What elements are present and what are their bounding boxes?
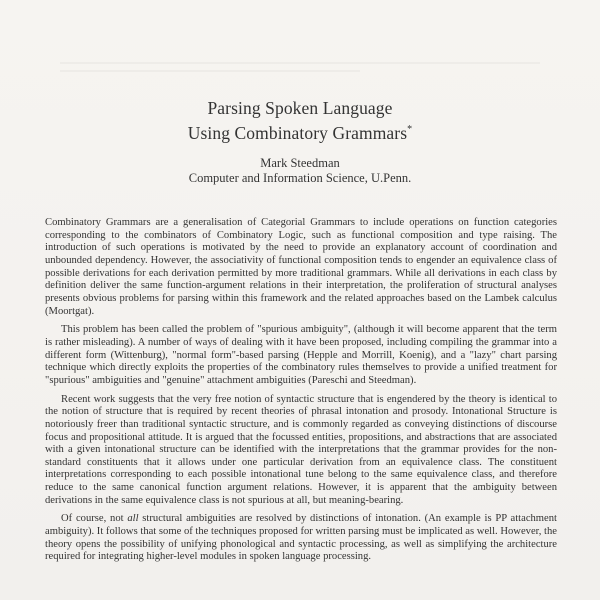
- paragraph-3: Recent work suggests that the very free notion of syntactic structure that is engendered by the theory is identical to the notion of structure that is required by recent theories of phrasal intonation and prosody. Intonational Structure is notoriously freer than traditional syntactic structure, and is commonly regarded as conveying distinctions of discourse focus and propositional attitude. It is argued that the focussed entities, propositions, and abstractions that are associated with a given intonational structure can be identified with the interpretations that the grammar provides for the non-standard constituents that it allows under one particular derivation from an equivalence class. The constituent interpretations corresponding to each possible intonational tune belong to the same equivalence class, and therefore reduce to the same canonical function argument relations. However, it is apparent that the ambiguity between derivations in the same equivalence class is not spurious at all, but meaning-bearing.: [45, 393, 557, 506]
- paper-title-line-1: Parsing Spoken Language: [207, 98, 393, 118]
- title-block: [0, 98, 600, 144]
- paper-title-line-2: [0, 119, 600, 144]
- author-block: [0, 156, 600, 186]
- paragraph-1: Combinatory Grammars are a generalisation of Categorial Grammars to include operations on function categories corresponding to the combinators of Combinatory Logic, such as functional composition and type raising. The introduction of such operations is motivated by the need to provide an explanatory account of coordination and unbounded dependency. However, the associativity of functional composition tends to engender an equivalence class of possible derivations for each derivation permitted by more traditional grammars. While all derivations in each class by definition deliver the same function-argument relations in their interpretation, the proliferation of structural analyses presents obvious problems for parsing within this framework and the related approaches based on the Lambek calculus (Moortgat).: [45, 217, 557, 317]
- paragraph-4: [45, 513, 557, 564]
- title-footnote-marker: *: [407, 124, 413, 135]
- bleed-through-line: [60, 62, 540, 64]
- author-affiliation: Computer and Information Science, U.Penn.: [188, 171, 412, 185]
- paragraph-4-emphasis: all: [127, 513, 139, 525]
- paragraph-4-start: Of course, not: [61, 513, 128, 525]
- author-name: Mark Steedman: [260, 156, 340, 170]
- bleed-through-line: [60, 70, 360, 72]
- paragraph-2: This problem has been called the problem of "spurious ambiguity", (although it will become apparent that the term is rather misleading). A number of ways of dealing with it have been proposed, including compiling the grammar into a different form (Wittenburg), "normal form"-based parsing (Hepple and Morrill, Koenig), and a "lazy" chart parsing technique which directly exploits the properties of the combinatory rules themselves to provide a unified treatment for "spurious" ambiguities and "genuine" attachment ambiguities (Pareschi and Steedman).: [45, 324, 557, 386]
- paragraph-4-end: structural ambiguities are resolved by distinctions of intonation. (An example is PP attachment ambiguity). It follows that some of the techniques proposed for written parsing must be implicated as well. However, the theory opens the possibility of unifying phonological and syntactic processing, as well as simplifying the architecture required for integrating higher-level modules in spoken language processing.: [45, 513, 557, 563]
- paper-title-line-2-text: Using Combinatory Grammars: [187, 122, 408, 143]
- abstract-body: [45, 217, 557, 570]
